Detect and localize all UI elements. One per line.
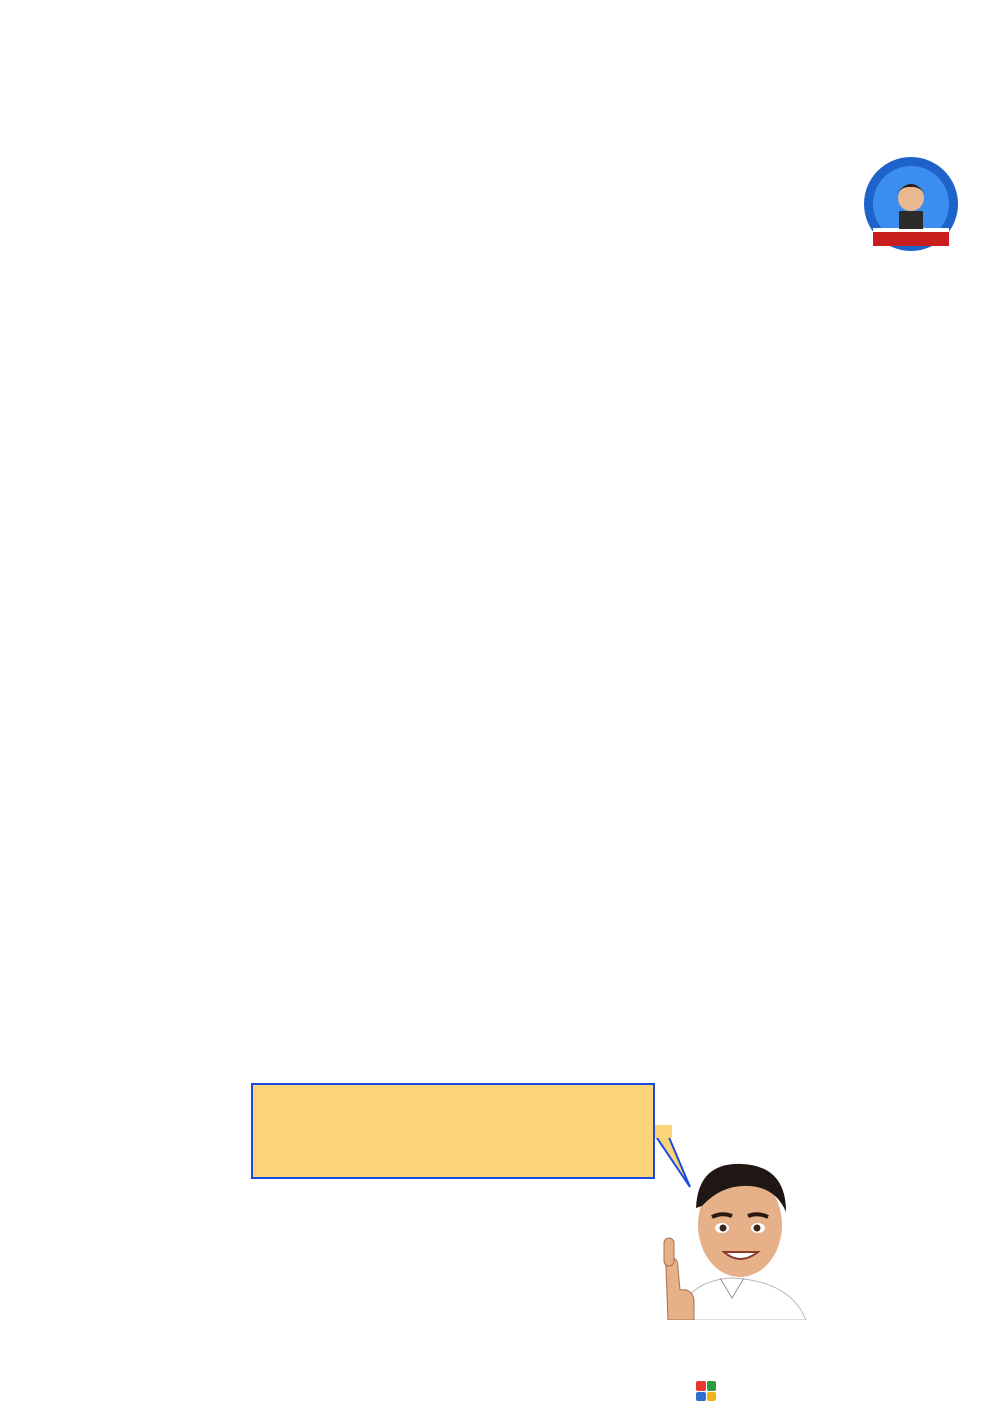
teacher-avatar — [640, 1150, 820, 1320]
liveworksheets-brand — [696, 1376, 720, 1406]
reminder-note — [251, 1083, 655, 1179]
pencil-border-right — [893, 410, 1000, 1400]
liveworksheets-logo-icon — [696, 1381, 716, 1401]
pencil-border-top — [0, 0, 1000, 118]
tu-puedes-badge — [847, 132, 972, 254]
